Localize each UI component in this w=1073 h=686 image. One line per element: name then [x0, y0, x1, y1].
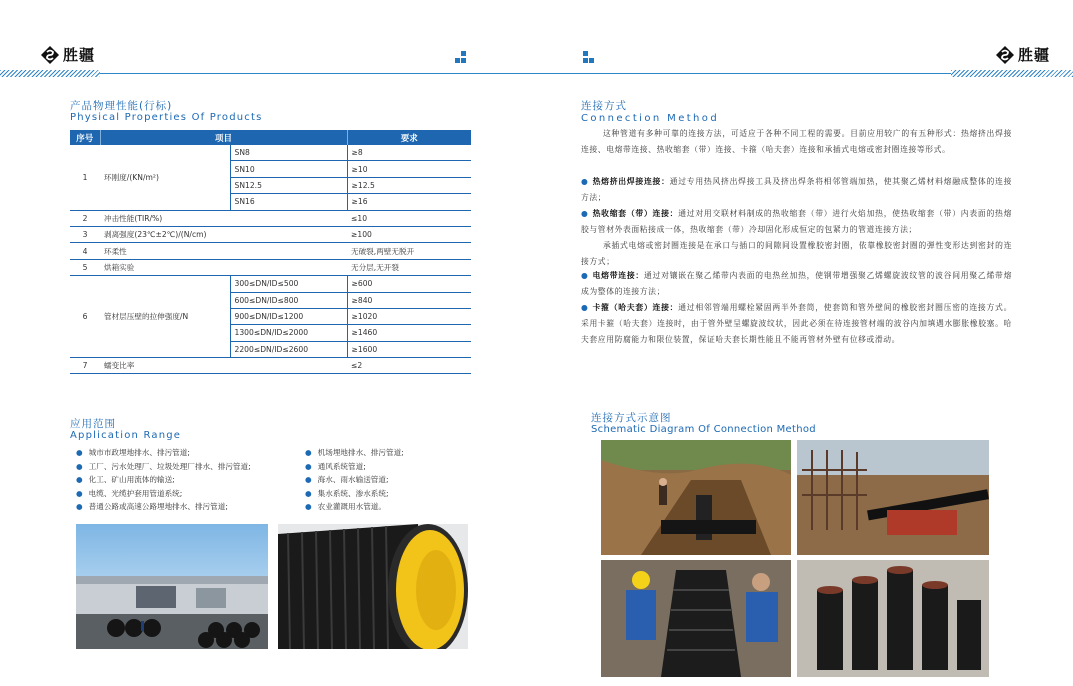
brand-logo-left — [40, 44, 95, 65]
properties-title-cn: 产品物理性能(行标) — [70, 100, 173, 112]
brand-name: 胜疆 — [1018, 46, 1051, 64]
col-no-header: 序号 — [70, 130, 100, 145]
row-req: ≥840 — [347, 292, 471, 308]
table-row — [70, 358, 471, 374]
row-item: 环柔性 — [100, 243, 347, 259]
application-title-en: Application Range — [70, 430, 182, 441]
list-item: ● 城市市政埋地排水、排污管道; — [76, 448, 190, 457]
row-sub: SN12.5 — [230, 177, 347, 193]
bullet-icon: ● — [581, 271, 589, 280]
row-no: 6 — [70, 276, 100, 358]
connection-title-en: Connection Method — [581, 113, 720, 124]
header-rule-right — [537, 73, 951, 74]
table-header-row — [70, 130, 471, 145]
list-item: ● 普通公路或高速公路埋地排水、排污管道; — [76, 502, 228, 511]
col-req-header: 要求 — [347, 130, 471, 145]
brand-name: 胜疆 — [63, 46, 96, 64]
yellow-pipe-photo — [278, 524, 468, 649]
connection-method-2: ● 热收缩套（带）连接：通过对用交联材料制成的热收缩套（带）进行火焰加热，使热收缩套（带）内表面的热熔胶与管材外表面粘接成一体，热收缩套（带）冷却固化形成恒定的包紧力的管道连接方法； — [581, 209, 1013, 234]
brand-mark-icon — [995, 45, 1015, 65]
row-req: ≥10 — [347, 161, 471, 177]
list-item: ● 通风系统管道; — [305, 461, 366, 471]
row-item: 烘箱实验 — [100, 259, 347, 275]
row-req: ≤2 — [347, 358, 471, 374]
row-req: ≤10 — [347, 210, 471, 226]
diagram-title-cn: 连接方式示意图 — [591, 412, 672, 424]
row-no: 5 — [70, 259, 100, 275]
row-no: 2 — [70, 210, 100, 226]
row-req: ≥1020 — [347, 308, 471, 324]
table-row — [70, 145, 471, 161]
row-item: 冲击性能(TIR/%) — [100, 210, 347, 226]
row-sub: 2200≤DN/ID≤2600 — [230, 341, 347, 357]
connection-method-1: ● 热熔挤出焊接连接：通过专用热风挤出焊接工具及挤出焊条将相邻管端加热，使其聚乙烯材料熔融成整体的连接方法； — [581, 177, 1013, 202]
list-item: ● 化工、矿山用流体的输送; — [76, 475, 175, 484]
list-item: ● 农业灌溉用水管道。 — [305, 502, 386, 511]
brand-logo-right — [995, 44, 1050, 65]
row-no: 1 — [70, 145, 100, 210]
table-row — [70, 259, 471, 275]
header-rule-left — [100, 73, 537, 74]
row-sub: 300≤DN/ID≤500 — [230, 276, 347, 292]
diagram-title-en: Schematic Diagram Of Connection Method — [591, 424, 816, 435]
table-row — [70, 210, 471, 226]
properties-title-en: Physical Properties Of Products — [70, 112, 263, 123]
row-req: ≥1460 — [347, 325, 471, 341]
trench-photo — [601, 440, 791, 555]
row-req: 无分层,无开裂 — [347, 259, 471, 275]
row-no: 3 — [70, 226, 100, 242]
connection-method-4: ● 电熔带连接：通过对镶嵌在聚乙烯带内表面的电热丝加热，使钢带增强聚乙烯螺旋波纹管的波谷间用聚乙烯带熔成为整体的连接方法； — [581, 271, 1013, 296]
connection-title-cn: 连接方式 — [581, 100, 627, 112]
row-req: 无破裂,两壁无脱开 — [347, 243, 471, 259]
table-row — [70, 276, 471, 292]
row-req: ≥600 — [347, 276, 471, 292]
row-item: 管材层压壁的拉伸强度/N — [100, 276, 230, 358]
row-no: 7 — [70, 358, 100, 374]
table-row — [70, 226, 471, 242]
page-squares-icon — [455, 51, 471, 65]
page-squares-icon — [583, 51, 599, 65]
row-sub: 600≤DN/ID≤800 — [230, 292, 347, 308]
row-sub: SN16 — [230, 194, 347, 210]
connection-intro: 这种管道有多种可靠的连接方法，可适应于各种不同工程的需要。目前应用较广的有五种形式：热熔挤出焊接连接、电熔带连接、热收缩套（带）连接、卡箍（哈夫套）连接和承插式电熔或密封圈连接等形式。 — [581, 129, 1012, 154]
application-title-cn: 应用范围 — [70, 418, 116, 430]
row-item: 环刚度/(KN/m²) — [100, 145, 230, 210]
row-req: ≥8 — [347, 145, 471, 161]
header-hatch-right — [951, 70, 1073, 77]
row-req: ≥16 — [347, 194, 471, 210]
pipe-fittings-photo — [797, 560, 989, 677]
properties-table — [70, 130, 471, 374]
brand-mark-icon — [40, 45, 60, 65]
bullet-icon: ● — [581, 303, 589, 312]
row-no: 4 — [70, 243, 100, 259]
row-item: 蠕变比率 — [100, 358, 347, 374]
row-req: ≥100 — [347, 226, 471, 242]
row-req: ≥1600 — [347, 341, 471, 357]
connection-method-3: 承插式电熔或密封圈连接是在承口与插口的间隙间设置橡胶密封圈，依靠橡胶密封圈的弹性变形达到密封的连接方式； — [581, 241, 1012, 266]
row-req: ≥12.5 — [347, 177, 471, 193]
row-sub: SN8 — [230, 145, 347, 161]
bullet-icon: ● — [581, 177, 589, 186]
application-list-left — [76, 446, 301, 514]
list-item: ● 集水系统、渗水系统; — [305, 488, 389, 498]
row-item: 剥离强度(23℃±2℃)/(N/cm) — [100, 226, 347, 242]
list-item: ● 机场埋地排水、排污管道; — [305, 448, 404, 457]
workers-photo — [601, 560, 791, 677]
list-item: ● 工厂、污水处理厂、垃圾处理厂排水、排污管道; — [76, 461, 251, 471]
row-sub: 900≤DN/ID≤1200 — [230, 308, 347, 324]
row-sub: 1300≤DN/ID≤2000 — [230, 325, 347, 341]
list-item: ● 海水、雨水输送管道; — [305, 475, 389, 484]
header-hatch-left — [0, 70, 100, 77]
list-item: ● 电缆、光缆护套用管道系统; — [76, 488, 183, 498]
connection-method-5: ● 卡箍（哈夫套）连接：通过相邻管端用螺栓紧固两半外套筒，使套筒和管外壁间的橡胶密封圈压密的连接方式。采用卡箍（哈夫套）连接时，由于管外壁呈螺旋波纹状，因此必须在待连接管材端的波谷内加填遇水膨胀橡胶塞。哈夫套应用防腐能力和限位装置，保证哈夫套长期性能且不能再管材外壁有位移或滑动。 — [581, 303, 1013, 344]
application-list-right — [305, 446, 485, 514]
construction-photo — [797, 440, 989, 555]
factory-photo — [76, 524, 268, 649]
row-sub: SN10 — [230, 161, 347, 177]
bullet-icon: ● — [581, 209, 589, 218]
col-item-header: 项目 — [100, 130, 347, 145]
table-row — [70, 243, 471, 259]
